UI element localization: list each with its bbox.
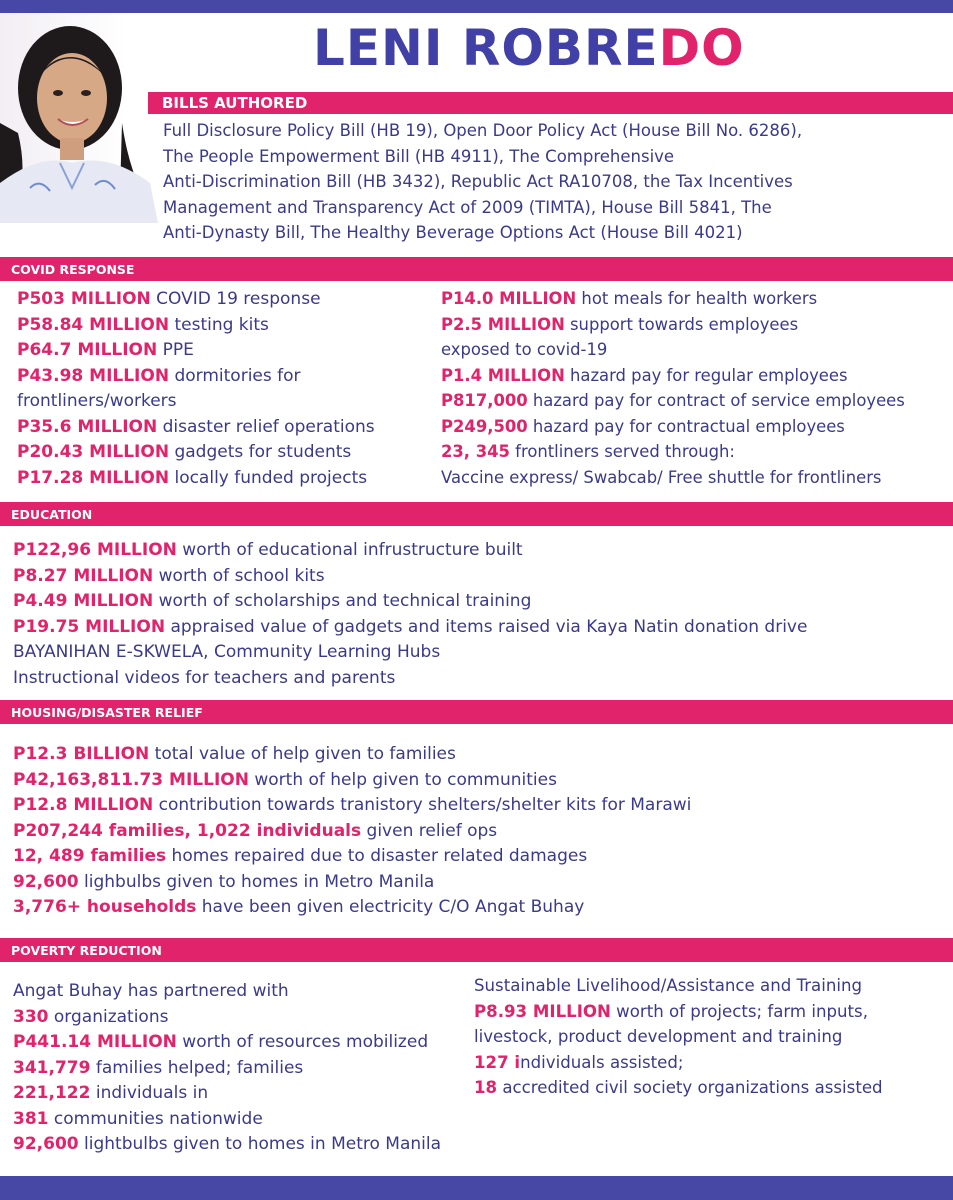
- list-item: Angat Buhay has partnered with: [13, 981, 289, 1001]
- list-item: P2.5 MILLION support towards employees: [441, 314, 799, 334]
- list-item: P12.3 BILLION total value of help given to families: [13, 744, 456, 764]
- bills-line: Anti-Dynasty Bill, The Healthy Beverage Options Act (House Bill 4021): [163, 223, 743, 242]
- poverty-heading: POVERTY REDUCTION: [11, 943, 162, 958]
- list-item: 23, 345 frontliners served through:: [441, 442, 735, 461]
- bills-line: The People Empowerment Bill (HB 4911), The Comprehensive: [163, 146, 675, 166]
- list-item: P1.4 MILLION hazard pay for regular employees: [441, 365, 848, 385]
- bills-line: Management and Transparency Act of 2009 (TIMTA), House Bill 5841, The: [163, 197, 772, 217]
- page-title: [313, 18, 745, 78]
- covid-heading: COVID RESPONSE: [11, 262, 135, 277]
- list-item: frontliners/workers: [17, 391, 177, 411]
- list-item: BAYANIHAN E-SKWELA, Community Learning Hubs: [13, 642, 441, 662]
- list-item: P8.93 MILLION worth of projects; farm inputs,: [474, 1001, 868, 1021]
- housing-section-header: [0, 700, 953, 724]
- education-list: [13, 538, 807, 691]
- list-item: 12, 489 families homes repaired due to disaster related damages: [13, 846, 588, 866]
- list-item: Vaccine express/ Swabcab/ Free shuttle for frontliners: [441, 467, 882, 487]
- list-item: P4.49 MILLION worth of scholarships and technical training: [13, 591, 532, 611]
- list-item: Sustainable Livelihood/Assistance and Training: [474, 976, 863, 995]
- covid-left-list: [17, 287, 375, 491]
- bills-text: [163, 118, 943, 246]
- list-item: P503 MILLION COVID 19 response: [17, 289, 321, 309]
- list-item: livestock, product development and training: [474, 1027, 843, 1046]
- covid-right-list: [441, 286, 905, 490]
- education-section-header: [0, 502, 953, 526]
- list-item: P14.0 MILLION hot meals for health workers: [441, 289, 818, 308]
- list-item: P17.28 MILLION locally funded projects: [17, 467, 368, 488]
- bills-section-header: [148, 92, 953, 114]
- housing-heading: HOUSING/DISASTER RELIEF: [11, 705, 203, 720]
- list-item: 3,776+ households have been given electricity C/O Angat Buhay: [13, 897, 585, 917]
- list-item: Instructional videos for teachers and parents: [13, 667, 396, 688]
- list-item: P35.6 MILLION disaster relief operations: [17, 416, 375, 437]
- poverty-left-list: [13, 979, 441, 1158]
- housing-list: [13, 742, 691, 921]
- bottom-bar: [0, 1176, 953, 1200]
- list-item: P19.75 MILLION appraised value of gadgets and items raised via Kaya Natin donation drive: [13, 616, 808, 637]
- title-part-1: LENI ROBRE: [313, 19, 659, 77]
- list-item: P441.14 MILLION worth of resources mobilized: [13, 1032, 429, 1052]
- list-item: P43.98 MILLION dormitories for: [17, 365, 301, 386]
- list-item: 381 communities nationwide: [13, 1108, 263, 1129]
- list-item: P817,000 hazard pay for contract of service employees: [441, 391, 905, 410]
- list-item: 341,779 families helped; families: [13, 1057, 304, 1078]
- bills-line: Full Disclosure Policy Bill (HB 19), Open Door Policy Act (House Bill No. 6286),: [163, 121, 803, 140]
- list-item: P122,96 MILLION worth of educational infrustructure built: [13, 540, 523, 560]
- poverty-right-list: [474, 973, 883, 1101]
- education-heading: EDUCATION: [11, 507, 93, 522]
- portrait-photo: [0, 13, 158, 223]
- list-item: P12.8 MILLION contribution towards tranistory shelters/shelter kits for Marawi: [13, 795, 692, 815]
- list-item: P20.43 MILLION gadgets for students: [17, 442, 352, 462]
- title-part-2: DO: [658, 19, 745, 77]
- list-item: 127 individuals assisted;: [474, 1052, 684, 1072]
- list-item: P64.7 MILLION PPE: [17, 340, 194, 360]
- list-item: P8.27 MILLION worth of school kits: [13, 565, 325, 586]
- poverty-section-header: [0, 938, 953, 962]
- list-item: P42,163,811.73 MILLION worth of help given to communities: [13, 769, 557, 790]
- list-item: 221,122 individuals in: [13, 1083, 209, 1103]
- bills-heading: BILLS AUTHORED: [162, 94, 308, 112]
- covid-section-header: [0, 257, 953, 281]
- list-item: P207,244 families, 1,022 individuals given relief ops: [13, 820, 498, 841]
- top-bar: [0, 0, 953, 13]
- list-item: 330 organizations: [13, 1006, 169, 1027]
- list-item: 18 accredited civil society organizations assisted: [474, 1078, 883, 1097]
- list-item: P249,500 hazard pay for contractual employees: [441, 416, 845, 436]
- list-item: exposed to covid-19: [441, 340, 608, 359]
- bills-line: Anti-Discrimination Bill (HB 3432), Republic Act RA10708, the Tax Incentives: [163, 172, 793, 191]
- list-item: 92,600 lightbulbs given to homes in Metro Manila: [13, 1134, 442, 1154]
- list-item: 92,600 lighbulbs given to homes in Metro Manila: [13, 871, 435, 892]
- list-item: P58.84 MILLION testing kits: [17, 314, 269, 335]
